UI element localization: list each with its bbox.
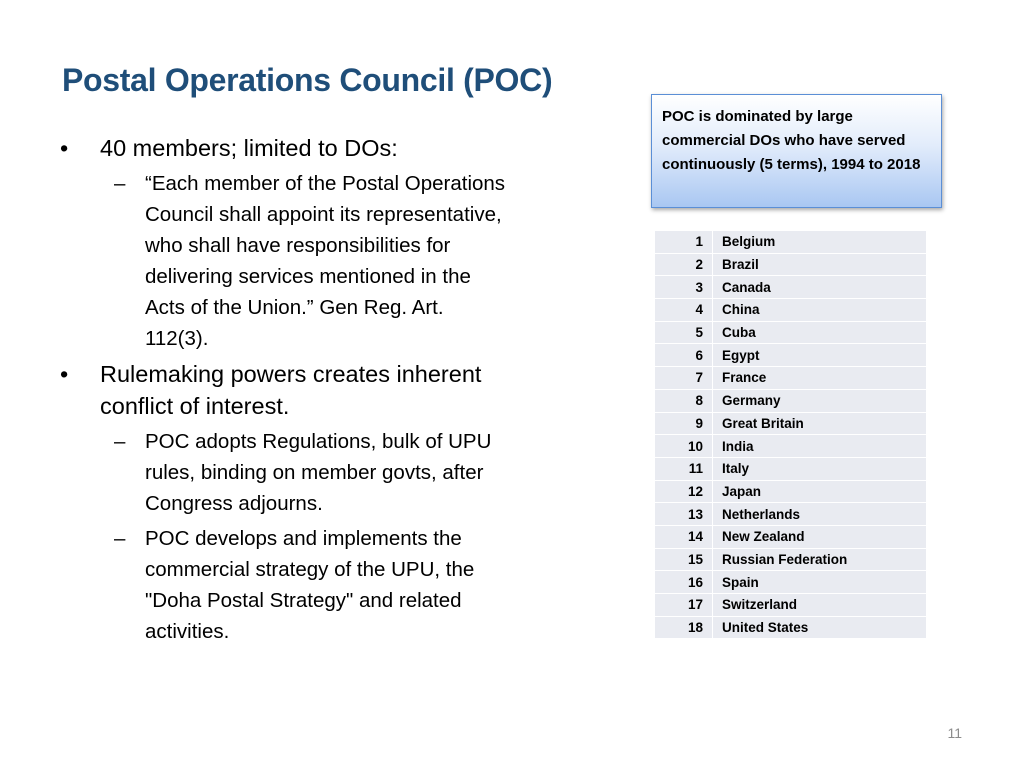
member-number: 18 [655, 617, 713, 640]
member-number: 9 [655, 413, 713, 436]
table-row [655, 367, 926, 390]
member-country: India [713, 435, 926, 458]
member-country: Russian Federation [713, 549, 926, 572]
table-row [655, 231, 926, 254]
member-number: 7 [655, 367, 713, 390]
bullet-list [58, 132, 508, 651]
bullet-item [58, 358, 508, 422]
slide-title: Postal Operations Council (POC) [62, 62, 553, 98]
member-country: New Zealand [713, 526, 926, 549]
table-row [655, 458, 926, 481]
member-country: Germany [713, 390, 926, 413]
table-row [655, 617, 926, 640]
member-country: Japan [713, 481, 926, 504]
sub-bullet-item [58, 523, 508, 647]
table-row [655, 413, 926, 436]
bullet-marker: • [60, 361, 69, 387]
table-row [655, 435, 926, 458]
sub-bullet-item [58, 168, 508, 354]
table-row [655, 526, 926, 549]
member-number: 15 [655, 549, 713, 572]
table-row [655, 594, 926, 617]
members-table-body [655, 231, 926, 639]
member-number: 11 [655, 458, 713, 481]
member-number: 12 [655, 481, 713, 504]
member-number: 10 [655, 435, 713, 458]
member-country: Italy [713, 458, 926, 481]
member-number: 17 [655, 594, 713, 617]
sub-bullet-item [58, 426, 508, 519]
table-row [655, 254, 926, 277]
table-row [655, 344, 926, 367]
sub-bullet-marker: – [114, 172, 126, 195]
sub-bullet-text: POC develops and implements the commercial strategy of the UPU, the "Doha Postal Strategy" and related activities. [145, 527, 475, 643]
member-number: 2 [655, 254, 713, 277]
member-number: 5 [655, 322, 713, 345]
members-table [655, 231, 926, 639]
member-country: France [713, 367, 926, 390]
member-number: 6 [655, 344, 713, 367]
table-row [655, 299, 926, 322]
table-row [655, 549, 926, 572]
table-row [655, 276, 926, 299]
sub-bullet-marker: – [114, 527, 126, 550]
member-country: Switzerland [713, 594, 926, 617]
table-row [655, 322, 926, 345]
bullet-item [58, 132, 508, 164]
member-country: Great Britain [713, 413, 926, 436]
member-country: Spain [713, 571, 926, 594]
table-row [655, 503, 926, 526]
member-number: 3 [655, 276, 713, 299]
bullet-text: Rulemaking powers creates inherent conflict of interest. [100, 361, 482, 419]
page-number: 11 [947, 725, 962, 741]
callout-box: POC is dominated by large commercial DOs who have served continuously (5 terms), 1994 to 2018 [651, 94, 942, 208]
member-number: 8 [655, 390, 713, 413]
member-number: 14 [655, 526, 713, 549]
table-row [655, 481, 926, 504]
member-number: 1 [655, 231, 713, 254]
member-country: Belgium [713, 231, 926, 254]
member-country: China [713, 299, 926, 322]
member-country: Cuba [713, 322, 926, 345]
table-row [655, 390, 926, 413]
bullet-marker: • [60, 135, 69, 161]
member-country: United States [713, 617, 926, 640]
member-country: Canada [713, 276, 926, 299]
sub-bullet-text: POC adopts Regulations, bulk of UPU rules, binding on member govts, after Congress adjourns. [145, 430, 492, 515]
sub-bullet-marker: – [114, 430, 126, 453]
member-country: Egypt [713, 344, 926, 367]
table-row [655, 571, 926, 594]
member-country: Netherlands [713, 503, 926, 526]
sub-bullet-text: “Each member of the Postal Operations Council shall appoint its representative, who shall have responsibilities for delivering services mentioned in the Acts of the Union.” Gen Reg. Art. 112(3). [145, 172, 506, 350]
member-number: 4 [655, 299, 713, 322]
member-country: Brazil [713, 254, 926, 277]
bullet-text: 40 members; limited to DOs: [100, 135, 398, 161]
member-number: 13 [655, 503, 713, 526]
member-number: 16 [655, 571, 713, 594]
